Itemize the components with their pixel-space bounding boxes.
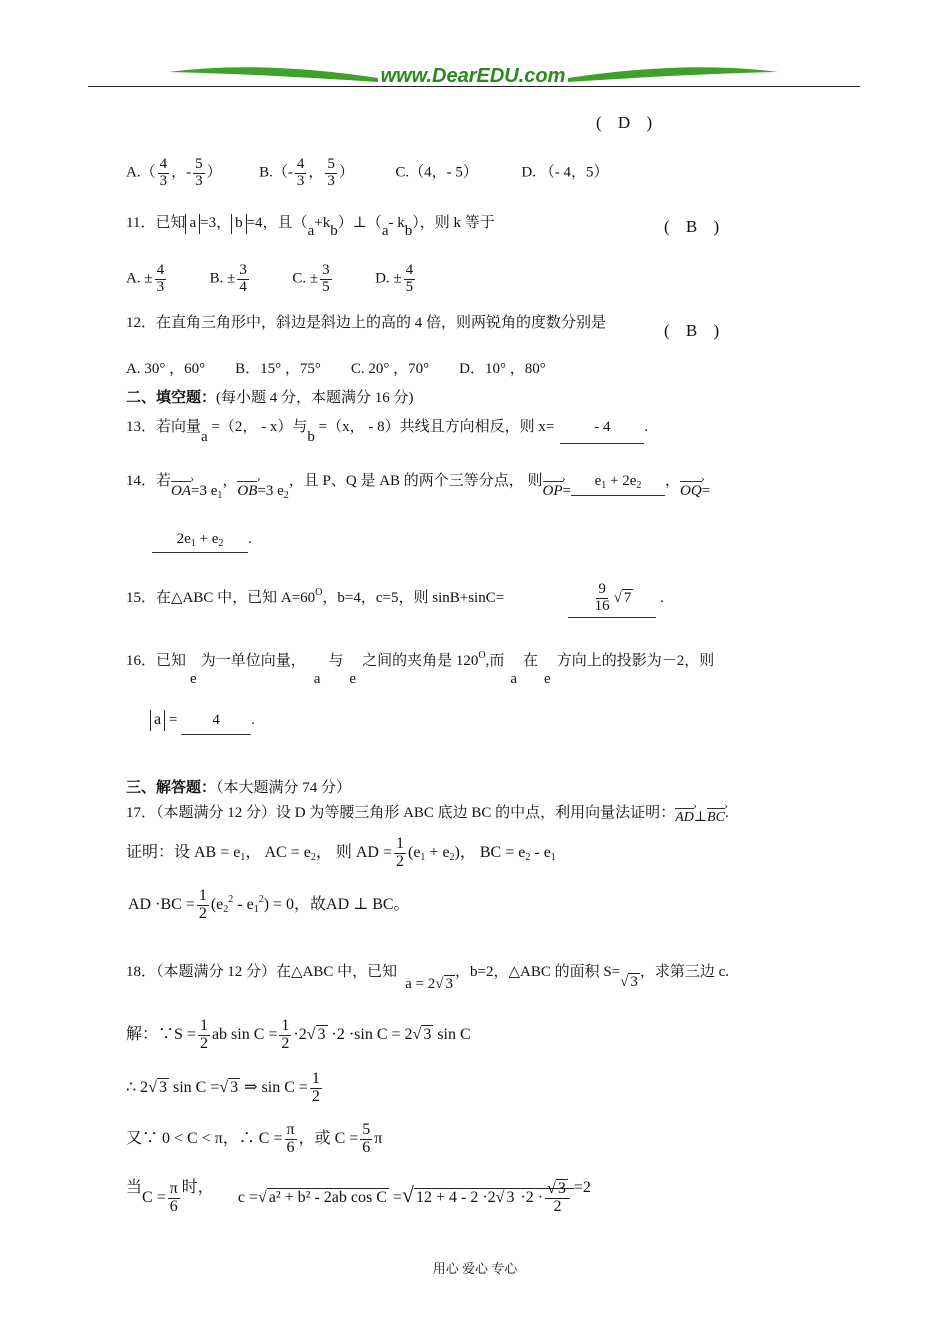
q11-answer: ( B ) <box>664 217 726 236</box>
q18-solution-line3: 又∵ 0 < C < π，∴ C = $\frac{\pi}{6}$ ，或 C = $\frac{5}{6}$ π <box>126 1121 383 1156</box>
q14-answer-oq-line: $2e_1 + e_2$ . <box>152 532 252 553</box>
footer-text: 用心 爱心 专心 <box>432 1261 518 1276</box>
q11-options: A. ± $\frac{4}{3}$ B. ± $\frac{3}{4}$ C. ± $\frac{3}{5}$ D. ± $\frac{4}{5}$ <box>126 262 414 295</box>
q17-proof-line2: AD ·BC = $\frac{1}{2}$ $(e_2^2 - e_1^2) = 0$，故AD ⊥ BC。 <box>128 887 410 922</box>
q12-options: A. 30° ，60° B．15° ，75° C. 20° ，70° D．10° ，80° <box>126 361 546 377</box>
q14-stem: 14．若OA ›=3 $e_1$，OB ›=3 $e_2$，且 P、Q 是 AB 的两个三等分点， 则OP $›=e_1 + 2e_2$ ，OQ ›= <box>126 474 710 501</box>
q10-options: A.（ $\frac{4}{3}$ ，- $\frac{5}{3}$ ） B.（- $\frac{4}{3}$ ， $\frac{5}{3}$ ） C.（4，- 5） D. （- 4，5） <box>126 156 609 189</box>
q18-solution-line1: 解：∵S = $\frac{1}{2}$ ab sin C = $\frac{1}{2}$ ·2√ 3 ·2 ·sin C = 2√ 3 sin C <box>126 1017 471 1052</box>
q12-stem: 12．在直角三角形中，斜边是斜边上的高的 4 倍，则两锐角的度数分别是 <box>126 315 607 331</box>
q14-answer-oq: $2e_1 + e_2$ <box>152 532 248 553</box>
section3-heading: 三、解答题：（本大题满分 74 分） <box>126 780 352 796</box>
q12-answer: ( B ) <box>664 321 726 340</box>
q16-answer: 4 <box>181 713 251 735</box>
q13-answer-blank: - 4 <box>560 420 644 444</box>
q17-proof-line1: 证明：设 AB = $e_1$， AC = $e_2$， 则 AD = $\frac{1}{2}$ $(e_1 + e_2)$， BC = $e_2 - e_1$ <box>126 835 556 870</box>
q15-stem: 15．在△ABC 中，已知 $A=60^O$，b=4，c=5，则 sinB+sinC= <box>126 587 505 606</box>
q15-answer: $\frac{9}{16}$ √ 7 . <box>568 582 664 618</box>
q16-stem: 16．已知e为一单位向量，a与e之间的夹角是 $120^O$,而a在e方向上的投影为－2，则 <box>126 650 715 687</box>
q11-stem: 11．已知 a =3， b =4，且（a+kb）⊥（a- kb），则 k 等于 <box>126 215 495 239</box>
q13-stem: 13．若向量a =（2， - x）与b =（x， - 8）共线且方向相反，则 x= - 4 . <box>126 419 649 445</box>
section2-heading: 二、填空题：(每小题 4 分，本题满分 16 分) <box>126 390 414 406</box>
q16-answer-line: a = 4 . <box>150 710 255 735</box>
q18-solution-line4: 当C = $\frac{\pi}{6}$ 时， c =√ a² + b² - 2ab cos C =√ 12 + 4 - 2 ·2√ 3 ·2 · $\frac{√ 3}{2}$ =2 <box>126 1179 591 1215</box>
q14-answer-op: $e_1 + 2e_2$ <box>571 474 665 496</box>
q10-answer: ( D ) <box>596 113 659 132</box>
q17-stem: 17．（本题满分 12 分）设 D 为等腰三角形 ABC 底边 BC 的中点，利用向量法证明：AD ›⊥BC ›. <box>126 806 729 825</box>
header-logo <box>168 60 778 92</box>
q18-solution-line2: ∴ 2√ 3 sin C =√ 3 ⇒ sin C = $\frac{1}{2}$ <box>126 1070 320 1105</box>
header-rule <box>88 86 860 87</box>
header-site-text: www.DearEDU.com <box>380 65 566 87</box>
q18-stem: 18．（本题满分 12 分）在△ABC 中，已知a = 2√ 3，b=2，△ABC 的面积 S=√ 3，求第三边 c. <box>126 964 730 992</box>
